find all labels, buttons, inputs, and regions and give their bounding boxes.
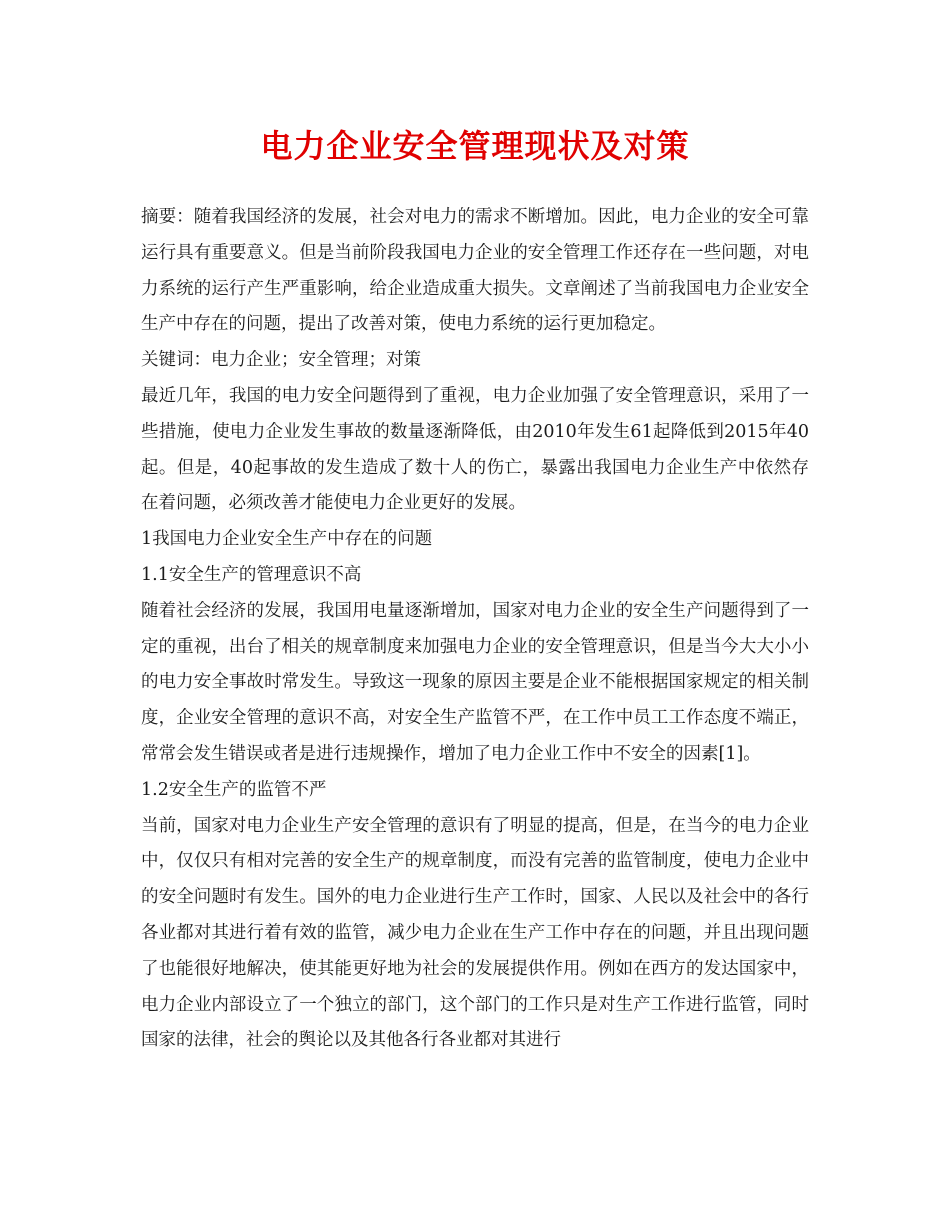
section-heading-1: 1我国电力企业安全生产中存在的问题: [141, 529, 433, 550]
intro-paragraph: 最近几年，我国的电力安全问题得到了重视，电力企业加强了安全管理意识，采用了一些措施，使电力企业发生事故的数量逐渐降低，由2010年发生61起降低到2015年40起。但是，40起事故的发生造成了数十人的伤亡，暴露出我国电力企业生产中依然存在着问题，必须改善才能使电力企业更好的发展。: [141, 385, 809, 514]
subsection-heading-1-2: 1.2安全生产的监管不严: [141, 779, 327, 800]
abstract-paragraph: 摘要：随着我国经济的发展，社会对电力的需求不断增加。因此，电力企业的安全可靠运行具有重要意义。但是当前阶段我国电力企业的安全管理工作还存在一些问题，对电力系统的运行产生严重影响，给企业造成重大损失。文章阐述了当前我国电力企业安全生产中存在的问题，提出了改善对策，使电力系统的运行更加稳定。: [141, 207, 809, 335]
document-body: [141, 200, 809, 1059]
body-paragraph: 当前，国家对电力企业生产安全管理的意识有了明显的提高，但是，在当今的电力企业中，仅仅只有相对完善的安全生产的规章制度，而没有完善的监管制度，使电力企业中的安全问题时有发生。国外的电力企业进行生产工作时，国家、人民以及社会中的各行各业都对其进行着有效的监管，减少电力企业在生产工作中存在的问题，并且出现问题了也能很好地解决，使其能更好地为社会的发展提供作用。例如在西方的发达国家中，电力企业内部设立了一个独立的部门，这个部门的工作只是对生产工作进行监管，同时国家的法律，社会的舆论以及其他各行各业都对其进行: [141, 815, 809, 1051]
keywords-paragraph: 关键词：电力企业；安全管理；对策: [141, 350, 421, 371]
body-paragraph: 随着社会经济的发展，我国用电量逐渐增加，国家对电力企业的安全生产问题得到了一定的重视，出台了相关的规章制度来加强电力企业的安全管理意识，但是当今大大小小的电力安全事故时常发生。导致这一现象的原因主要是企业不能根据国家规定的相关制度，企业安全管理的意识不高，对安全生产监管不严，在工作中员工工作态度不端正，常常会发生错误或者是进行违规操作，增加了电力企业工作中不安全的因素[1]。: [141, 600, 809, 764]
subsection-heading-1-1: 1.1安全生产的管理意识不高: [141, 564, 362, 585]
document-title: 电力企业安全管理现状及对策: [260, 127, 690, 165]
